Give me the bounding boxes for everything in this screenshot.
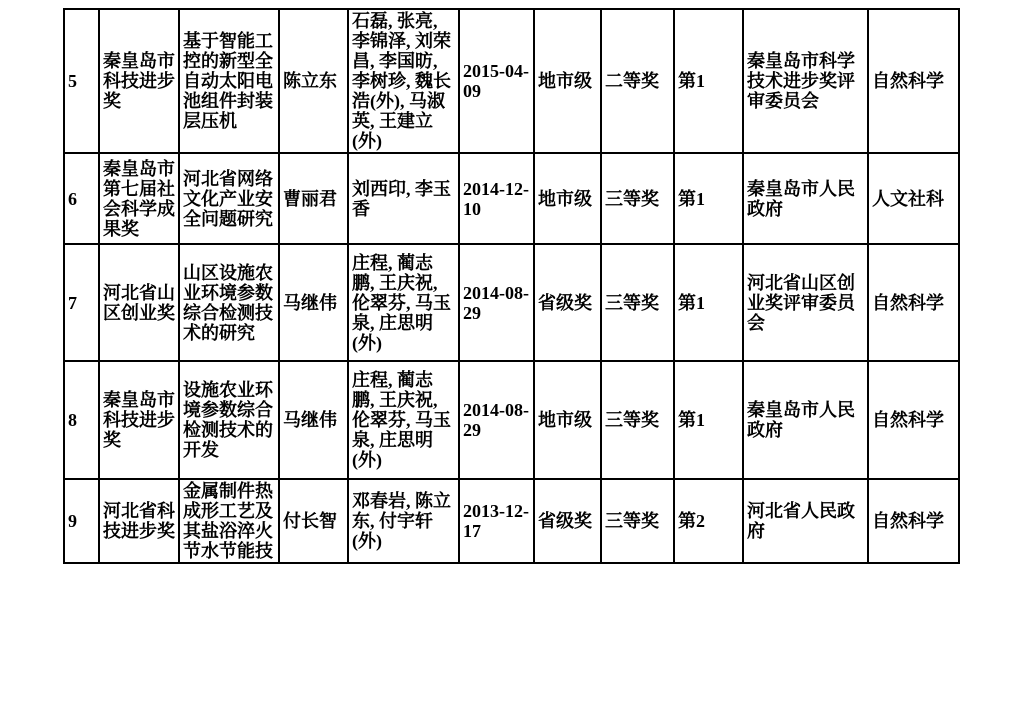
document-page bbox=[63, 8, 960, 564]
cell-date: 2013-12-17 bbox=[459, 479, 534, 563]
cell-other_members: 石磊, 张亮, 李锦泽, 刘荣昌, 李国昉, 李树珍, 魏长浩(外), 马淑英, 王建立(外) bbox=[348, 9, 459, 153]
cell-award_grade: 二等奖 bbox=[601, 9, 674, 153]
cell-principal: 陈立东 bbox=[279, 9, 348, 153]
cell-award_level: 地市级 bbox=[534, 361, 601, 479]
cell-index: 8 bbox=[64, 361, 99, 479]
table-body bbox=[64, 9, 959, 563]
awards-table bbox=[63, 8, 960, 564]
table-row bbox=[64, 479, 959, 563]
cell-rank: 第1 bbox=[674, 153, 743, 244]
cell-principal: 曹丽君 bbox=[279, 153, 348, 244]
cell-date: 2014-08-29 bbox=[459, 244, 534, 361]
table-row bbox=[64, 244, 959, 361]
cell-index: 5 bbox=[64, 9, 99, 153]
cell-issuing_body: 秦皇岛市科学技术进步奖评审委员会 bbox=[743, 9, 868, 153]
cell-project_name: 山区设施农业环境参数综合检测技术的研究 bbox=[179, 244, 279, 361]
table-row bbox=[64, 361, 959, 479]
cell-date: 2014-12-10 bbox=[459, 153, 534, 244]
cell-discipline: 自然科学 bbox=[868, 479, 959, 563]
cell-issuing_body: 秦皇岛市人民政府 bbox=[743, 361, 868, 479]
cell-date: 2014-08-29 bbox=[459, 361, 534, 479]
cell-rank: 第1 bbox=[674, 244, 743, 361]
cell-award_grade: 三等奖 bbox=[601, 479, 674, 563]
cell-award_level: 地市级 bbox=[534, 9, 601, 153]
cell-award_grade: 三等奖 bbox=[601, 153, 674, 244]
cell-index: 6 bbox=[64, 153, 99, 244]
cell-award_name: 秦皇岛市科技进步奖 bbox=[99, 9, 179, 153]
cell-award_name: 河北省山区创业奖 bbox=[99, 244, 179, 361]
cell-discipline: 人文社科 bbox=[868, 153, 959, 244]
cell-award_grade: 三等奖 bbox=[601, 244, 674, 361]
cell-other_members: 庄程, 蔺志鹏, 王庆祝, 伦翠芬, 马玉泉, 庄思明(外) bbox=[348, 244, 459, 361]
cell-award_level: 地市级 bbox=[534, 153, 601, 244]
cell-rank: 第2 bbox=[674, 479, 743, 563]
cell-project_name: 金属制件热成形工艺及其盐浴淬火节水节能技 bbox=[179, 479, 279, 563]
cell-discipline: 自然科学 bbox=[868, 9, 959, 153]
cell-issuing_body: 河北省山区创业奖评审委员会 bbox=[743, 244, 868, 361]
cell-index: 9 bbox=[64, 479, 99, 563]
cell-other_members: 邓春岩, 陈立东, 付宇轩(外) bbox=[348, 479, 459, 563]
cell-other_members: 刘西印, 李玉香 bbox=[348, 153, 459, 244]
cell-award_name: 秦皇岛市科技进步奖 bbox=[99, 361, 179, 479]
table-row bbox=[64, 153, 959, 244]
cell-award_level: 省级奖 bbox=[534, 479, 601, 563]
cell-discipline: 自然科学 bbox=[868, 244, 959, 361]
cell-award_name: 秦皇岛市第七届社会科学成果奖 bbox=[99, 153, 179, 244]
cell-discipline: 自然科学 bbox=[868, 361, 959, 479]
cell-issuing_body: 秦皇岛市人民政府 bbox=[743, 153, 868, 244]
cell-principal: 付长智 bbox=[279, 479, 348, 563]
cell-project_name: 河北省网络文化产业安全问题研究 bbox=[179, 153, 279, 244]
cell-principal: 马继伟 bbox=[279, 244, 348, 361]
cell-project_name: 设施农业环境参数综合检测技术的开发 bbox=[179, 361, 279, 479]
cell-issuing_body: 河北省人民政府 bbox=[743, 479, 868, 563]
table-row bbox=[64, 9, 959, 153]
cell-award_grade: 三等奖 bbox=[601, 361, 674, 479]
cell-project_name: 基于智能工控的新型全自动太阳电池组件封装层压机 bbox=[179, 9, 279, 153]
cell-award_level: 省级奖 bbox=[534, 244, 601, 361]
cell-principal: 马继伟 bbox=[279, 361, 348, 479]
cell-other_members: 庄程, 蔺志鹏, 王庆祝, 伦翠芬, 马玉泉, 庄思明(外) bbox=[348, 361, 459, 479]
cell-rank: 第1 bbox=[674, 9, 743, 153]
cell-rank: 第1 bbox=[674, 361, 743, 479]
cell-award_name: 河北省科技进步奖 bbox=[99, 479, 179, 563]
cell-date: 2015-04-09 bbox=[459, 9, 534, 153]
cell-index: 7 bbox=[64, 244, 99, 361]
